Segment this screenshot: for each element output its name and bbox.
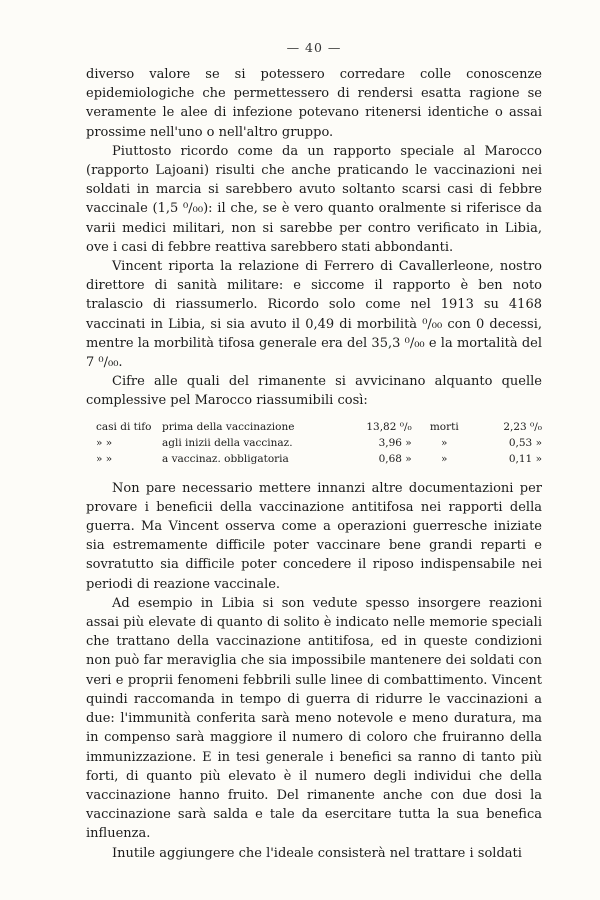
row-mortality-value: 0,11 »	[508, 452, 542, 465]
row-mortality-label: »	[441, 436, 448, 449]
row-mortality-label: morti	[429, 420, 459, 433]
row-lead: casi di tifo	[96, 420, 152, 433]
row-cases-value: 3,96 »	[378, 436, 412, 449]
paragraph-7: Inutile aggiungere che l'ideale consisterà nel trattare i soldati	[112, 845, 522, 861]
typhoid-stats-table	[86, 419, 542, 467]
row-cases-value: 0,68 »	[378, 452, 412, 465]
row-description: prima della vaccinazione	[162, 420, 295, 433]
paragraph-1: diverso valore se si potessero corredare colle conoscenze epidemiologiche che permettessero di rendersi esatta ragione se veramente le alee di infezione potevano ritenersi identiche o assai prossime nell'uno o nell'altro gruppo.	[86, 67, 542, 140]
paragraph-3: Vincent riporta la relazione di Ferrero di Cavallerleone, nostro direttore di sanità militare: e siccome il rapporto è ben noto tralascio di riassumerlo. Ricordo solo come nel 1913 su 4168 vaccinati in Libia, si sia avuto il 0,49 di morbilità ⁰/₀₀ con 0 decessi, mentre la morbilità tifosa generale era del 35,3 ⁰/₀₀ e la mortalità del 7 ⁰/₀₀.	[86, 259, 542, 371]
row-cases-value: 13,82 ⁰/₀	[366, 420, 412, 433]
paragraph-5: Non pare necessario mettere innanzi altre documentazioni per provare i beneficii della vaccinazione antitifosa nei rapporti della guerra. Ma Vincent osserva come a operazioni guerresche iniziate sia estremamente difficile poter vaccinare bene grandi reparti e sovratutto sia difficile poter concedere il riposo indispensabile nei periodi di reazione vaccinale.	[86, 480, 542, 592]
page-number: — 40 —	[286, 40, 342, 55]
table-row	[86, 435, 542, 451]
row-mortality-value: 2,23 ⁰/₀	[503, 420, 542, 433]
table-row	[86, 419, 542, 435]
row-mortality-label: »	[441, 452, 448, 465]
row-lead: » »	[96, 436, 113, 449]
row-lead: » »	[96, 452, 113, 465]
row-description: agli inizii della vaccinaz.	[162, 436, 293, 449]
paragraph-2: Piuttosto ricordo come da un rapporto speciale al Marocco (rapporto Lajoani) risulti che anche praticando le vaccinazioni nei soldati in marcia si sarebbero avuto soltanto scarsi casi di febbre vaccinale (1,5 ⁰/₀₀): il che, se è vero quanto oralmente si riferisce da varii medici militari, non si sarebbe per contro verificato in Libia, ove i casi di febbre reattiva sarebbero stati abbondanti.	[86, 143, 542, 255]
body-text	[86, 65, 542, 863]
row-description: a vaccinaz. obbligatoria	[162, 452, 289, 465]
row-mortality-value: 0,53 »	[508, 436, 542, 449]
paragraph-4: Cifre alle quali del rimanente si avvicinano alquanto quelle complessive pel Marocco riassumibili così:	[86, 374, 542, 409]
table-row	[86, 451, 542, 467]
paragraph-6: Ad esempio in Libia si son vedute spesso insorgere reazioni assai più elevate di quanto di solito è indicato nelle memorie speciali che trattano della vaccinazione antitifosa, ed in queste condizioni non può far meraviglia che sia impossibile mantenere dei soldati con veri e proprii fenomeni febbrili sulle linee di combattimento. Vincent quindi raccomanda in tempo di guerra di ridurre le vaccinazioni a due: l'immunità conferita sarà meno notevole e meno duratura, ma in compenso sarà maggiore il numero di coloro che fruiranno della immunizzazione. E in tesi generale i benefici sa ranno di tanto più forti, di quanto più elevato è il numero degli individui che della vaccinazione hanno fruito. Del rimanente anche con due dosi la vaccinazione sarà salda e tale da esercitare tutta la sua benefica influenza.	[86, 595, 542, 842]
